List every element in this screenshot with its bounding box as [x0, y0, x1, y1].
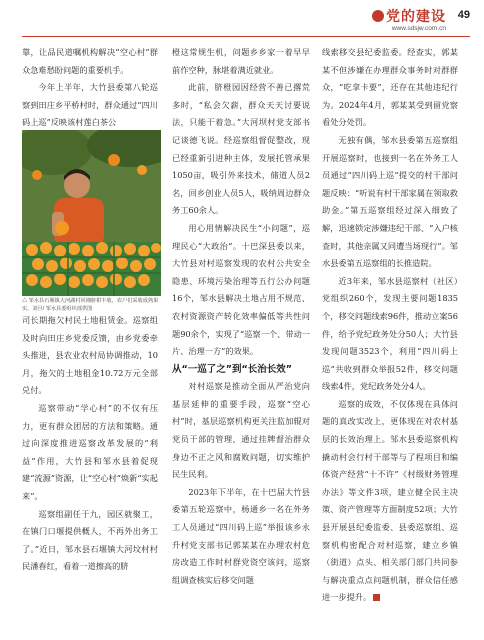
paragraph-text: 巡察的成效，不仅体现在具体问题的真改实改上，更体现在对农村基层的长效治理上。邹水县委巡察机构撬动村会行村干部等与了程项目和编体资产经营“十不许”《村级财务管理办法》等文件3项，建立健全民主决策、资产管理等方面制度52项；大竹县开展县纪委监委、县委巡察组、巡察机构密配合对村巡察，建立乡镇（街道）点头、相关部门部门共同参与解决重点点问题机制，群众信任感进一步提升。 — [322, 398, 458, 603]
photo-caption: △ 邹水县石堰镇大河湖村回湘脐柑丰收，农户们采收成熟果实。刘旦/ 邹水县委组织部供图 — [22, 298, 159, 312]
column-2 — [172, 44, 310, 589]
page-number: 49 — [457, 9, 470, 21]
magazine-logo — [372, 6, 446, 26]
paragraph: 靠，让品民道嘱机构解决“空心村”群众急难愁盼问题的重要机手。 — [22, 47, 158, 75]
paragraph: 用心用情解决民生“小问题”，巡理民心“大政治”。十巴深县委以来，大竹县对村巡察发现的农村公共安全隐患、环境污染治理等五行公办问题16个，邹水县解决土地占用不规范、农村资源资产转化效率偏低等共性问题90余个，实现了“巡察一个、带动一片、治理一方”的效果。 — [172, 222, 310, 357]
paragraph: 线索移交县纪委监委。经查实，郭某某不但涉嫌在办理群众事务时对群群众，“吃拿卡要”，还存在其他违纪行为。2024年4月，郭某某受到留党察看处分处罚。 — [322, 47, 458, 128]
paragraph: 今年上半年，大竹县委第八轮巡察到田庄乡平桥村时，群众通过“四川码上巡”反映该村莲白茶公 — [22, 82, 158, 128]
paragraph: 此前，脐橙园因经营不善已撂荒多时，“私会欠薪，群众天天讨要说法，只能干着急。”大河坝村党支部书记谈德飞说。经巡察组督促整改，现已经重新引进种主体，发展托管承果1050亩，吸引外来技术，储道人员2名，回乡创业人员5人，吸纳周边群众务工60余人。 — [172, 82, 310, 216]
column-3 — [322, 44, 458, 607]
site-url: www.sdsjw.com.cn — [391, 25, 446, 32]
orange-harvest-illustration — [22, 130, 161, 296]
paragraph: 司长期拖欠村民土地租赁金。巡察组及时向田庄乡党委反馈，由乡党委牵头推进，县农业农村局协调推动，10月，拖欠的土地租金10.72万元全部兑付。 — [22, 315, 158, 396]
column-1-top — [22, 44, 158, 132]
paragraph: 无独有偶，邹水县委第五巡察组开展巡察时，也接到一名在外务工人员通过“四川码上巡”提交的村干部问题反映：“听说有村干部家属在领取救助金。”第五巡察组经过深入细致了解，迅速锁定涉嫌违纪干部、“入户核查时，其他亲属又同遭当场现行”。邹水县委第五巡察组的长推造院。 — [322, 134, 458, 269]
logo-text: 党的建设 — [386, 9, 446, 25]
paragraph: 巡察带动“学心村”的不仅有压力，更有群众团居的方法和策略。通过向深度推进巡察改革发展的“利益”作用，大竹县和邹水县着促现建“流源”资源，让“空心村”焕新“实起来”。 — [22, 402, 158, 501]
column-1-bottom — [22, 312, 158, 576]
paragraph: 巡察组副任于九，园区就聚工，在镇门口堰提供概人，不再外出务工了。”近日，邹水县石堰镇大河坟村村民潘春红，看着一道擦高的脐 — [22, 508, 158, 572]
article-end-icon — [373, 594, 380, 601]
paragraph: 对村巡察是推动全面从严治党向基层延伸的重要手段，巡察“空心村”时，基层巡察机构更关注监加辊对党员干部的管理，通过挂牌督治群众身边不正之风和腐败问题，切实维护民生民利。 — [172, 381, 310, 480]
paragraph: 近3年来，邹水县巡察村（社区）党组织260个，发现主要问题1835个，移交问题线索96件，推动立案56件，给予党纪政务处分50人；大竹县发现问题3523个，利用“四川码上巡”共收到群众举报52件，移交问题线索4件，党纪政务处分4人。 — [322, 275, 458, 392]
harvest-photo — [22, 130, 161, 296]
paragraph: 橙这常规生机，问题乡乡家一着早早前作空种，脉堪着满近就业。 — [172, 47, 310, 75]
paragraph — [322, 396, 458, 607]
masthead — [372, 6, 446, 32]
header-divider — [22, 36, 470, 37]
logo-emblem-icon — [372, 10, 384, 22]
paragraph: 2023年下半年，在十巴届大竹县委第五轮巡察中，杨通乡一名在外务工人员通过“四川码上巡”举报该乡永升村党支部书记郭某某在办理农村危房改造工作时村群党资空该问，巡察组调查核实后移交问题 — [172, 486, 310, 585]
section-subheading: 从“一巡了之”到“长治长效” — [172, 363, 292, 375]
